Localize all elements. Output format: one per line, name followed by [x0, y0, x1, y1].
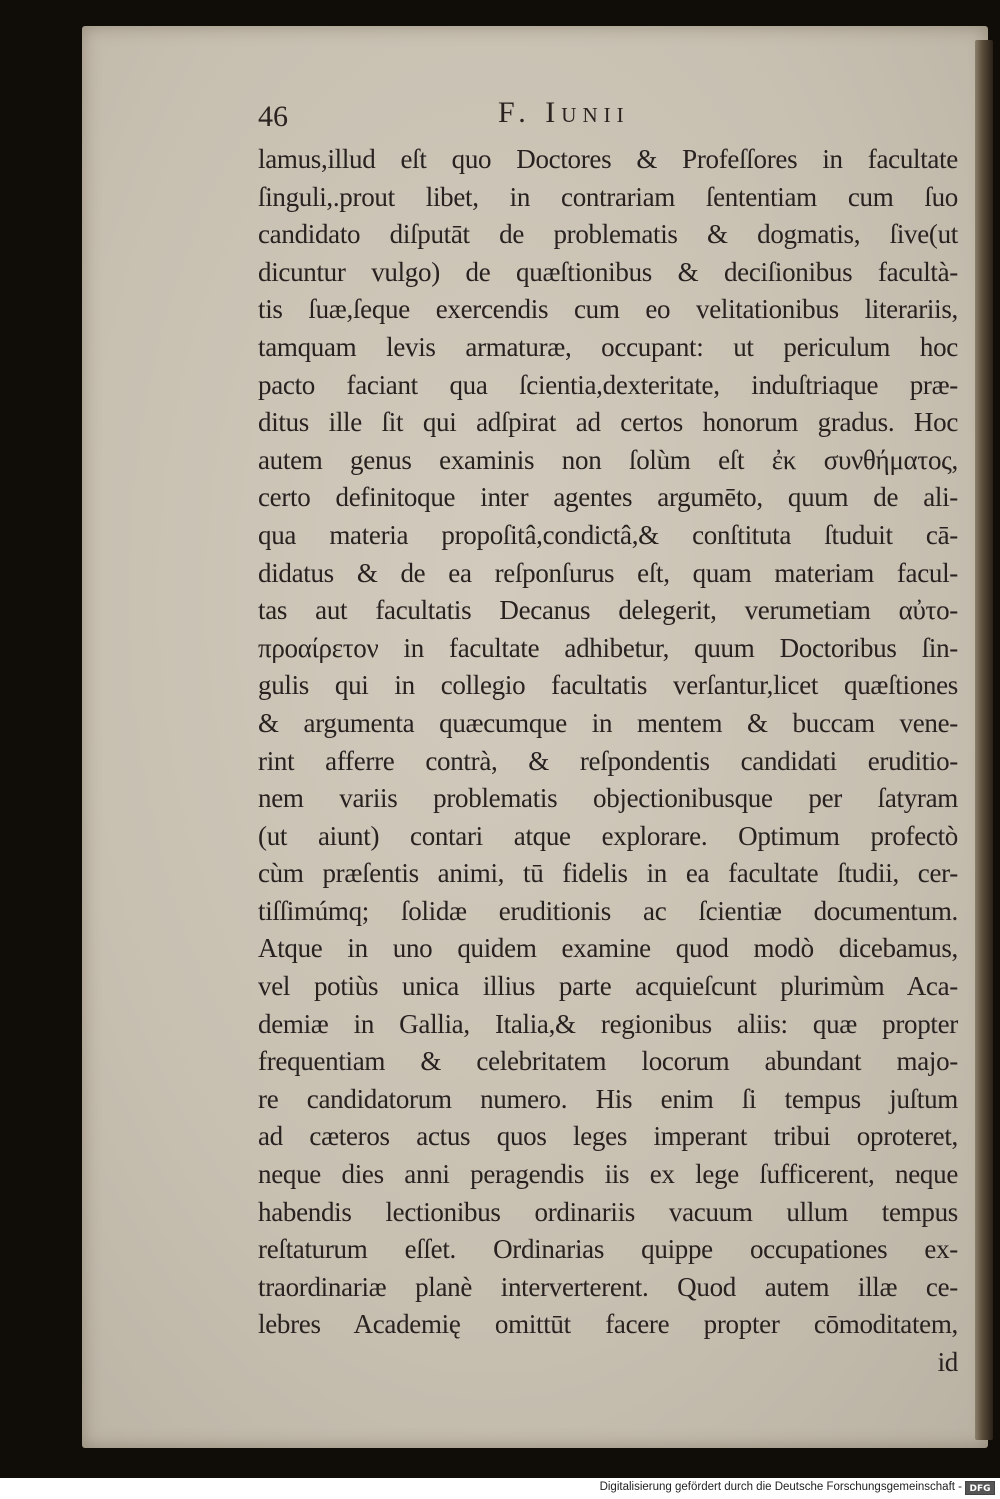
text-line: frequentiam & celebritatem locorum abundant majo-	[258, 1046, 958, 1077]
text-line: reſtaturum eſſet. Ordinarias quippe occupationes ex-	[258, 1234, 958, 1265]
text-line: προαίρετον in facultate adhibetur, quum Doctoribus ſin-	[258, 632, 958, 663]
text-line: dicuntur vulgo) de quæſtionibus & deciſionibus facultà-	[258, 256, 958, 287]
text-line: candidato diſputāt de problematis & dogmatis, ſive(ut	[258, 219, 958, 250]
footer-credit: Digitalisierung gefördert durch die Deutsche Forschungsgemeinschaft -	[599, 1481, 962, 1493]
text-line: tas aut facultatis Decanus delegerit, verumetiam αὐτο-	[258, 595, 958, 626]
text-line: ſinguli,.prout libet, in contrariam ſententiam cum ſuo	[258, 181, 958, 212]
text-line: lebres Academię omittūt facere propter cōmoditatem,	[258, 1309, 958, 1340]
text-line: habendis lectionibus ordinariis vacuum ullum tempus	[258, 1196, 958, 1227]
text-line: ditus ille ſit qui adſpirat ad certos honorum gradus. Hoc	[258, 407, 958, 438]
text-line: neque dies anni peragendis iis ex lege ſufficerent, neque	[258, 1159, 958, 1190]
text-line: autem genus examinis non ſolùm eſt ἐκ συνθήματος,	[258, 444, 958, 475]
text-line: certo definitoque inter agentes argumēto, quum de ali-	[258, 482, 958, 513]
dfg-logo-icon: DFG	[965, 1481, 995, 1495]
text-line: demiæ in Gallia, Italia,& regionibus aliis: quæ propter	[258, 1008, 958, 1039]
page-header	[258, 96, 958, 136]
text-line: Atque in uno quidem examine quod modò dicebamus,	[258, 933, 958, 964]
text-line: (ut aiunt) contari atque explorare. Optimum profectò	[258, 820, 958, 851]
text-line: nem variis problematis objectionibusque per ſatyram	[258, 783, 958, 814]
body-text	[258, 141, 958, 1382]
text-line: qua materia propoſitâ,condictâ,& conſtituta ſtuduit cā-	[258, 519, 958, 550]
catchword: id	[937, 1347, 958, 1377]
text-line: pacto faciant qua ſcientia,dexteritate, induſtriaque præ-	[258, 369, 958, 400]
text-line: lamus,illud eſt quo Doctores & Profeſſores in facultate	[258, 144, 958, 174]
text-line: & argumenta quæcumque in mentem & buccam vene-	[258, 707, 958, 738]
text-line: cùm præſentis animi, tū fidelis in ea facultate ſtudii, cer-	[258, 858, 958, 889]
digitization-footer	[0, 1478, 1000, 1499]
text-line: traordinariæ planè interverterent. Quod autem illæ ce-	[258, 1271, 958, 1302]
text-line: tamquam levis armaturæ, occupant: ut periculum hoc	[258, 331, 958, 362]
page-number: 46	[258, 100, 288, 133]
text-line: vel potiùs unica illius parte acquieſcunt plurimùm Aca-	[258, 971, 958, 1002]
text-line: gulis qui in collegio facultatis verſantur,licet quæſtiones	[258, 670, 958, 701]
text-line: tiſſimúmq; ſolidæ eruditionis ac ſcientiæ documentum.	[258, 895, 958, 926]
text-line: ad cæteros actus quos leges imperant tribui oproteret,	[258, 1121, 958, 1152]
text-line: didatus & de ea reſponſurus eſt, quam materiam facul-	[258, 557, 958, 588]
text-line: re candidatorum numero. His enim ſi tempus juſtum	[258, 1083, 958, 1114]
text-line: tis ſuæ,ſeque exercendis cum eo velitationibus literariis,	[258, 294, 958, 325]
running-head: F. Iunii	[498, 96, 630, 129]
page-edge	[975, 40, 993, 1440]
text-line: rint afferre contrà, & reſpondentis candidati eruditio-	[258, 745, 958, 776]
